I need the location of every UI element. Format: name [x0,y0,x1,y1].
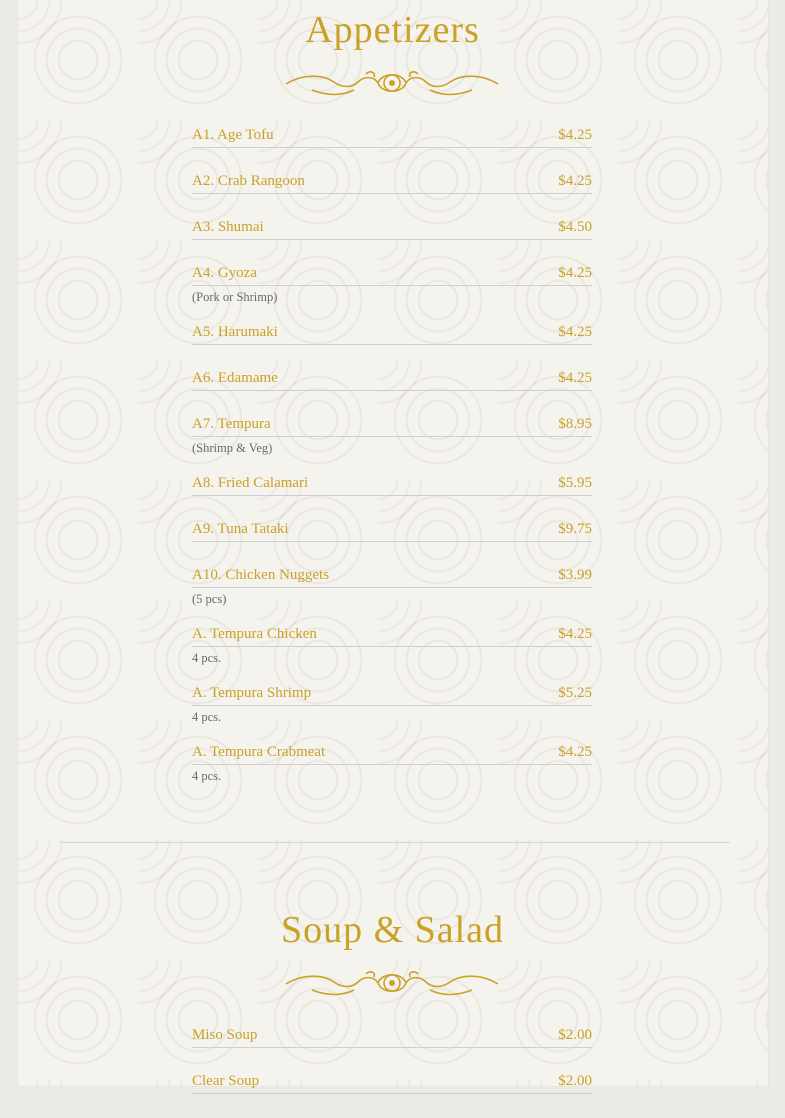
menu-item-name: A3. Shumai [192,219,264,235]
menu-item [192,625,592,665]
menu-item-price: $4.25 [558,626,592,642]
menu-item-name: A8. Fried Calamari [192,475,309,491]
menu-item-price: $4.25 [558,744,592,760]
menu-item-note: (5 pcs) [192,592,227,606]
menu-item-row [192,625,592,647]
menu-item [192,369,592,391]
menu-item-price: $2.00 [558,1027,592,1043]
menu-item-name: A6. Edamame [192,370,278,386]
menu-item-price: $4.25 [558,173,592,189]
menu-item [192,415,592,455]
menu-item-price: $4.25 [558,324,592,340]
menu-item-name: A. Tempura Shrimp [192,685,312,701]
menu-item-note: (Shrimp & Veg) [192,441,273,455]
menu-item-price: $8.95 [558,416,592,432]
menu-item [192,218,592,240]
menu-item-row [192,684,592,706]
menu-item-row [192,743,592,765]
menu-item-name: A. Tempura Chicken [192,626,317,642]
menu-item-row [192,566,592,588]
menu-item-note: 4 pcs. [192,710,222,724]
menu-item-name: A5. Harumaki [192,324,278,340]
menu-item-name: Clear Soup [192,1073,260,1089]
gold-flourish-divider-icon [282,66,502,100]
menu-item-price: $4.25 [558,370,592,386]
menu-item-row [192,218,592,240]
menu-item-note: 4 pcs. [192,651,222,665]
menu-item [192,684,592,724]
menu-item [192,474,592,496]
section-title-soup-salad: Soup & Salad [280,909,505,951]
menu-item-row [192,264,592,286]
appetizers-list [192,126,592,802]
menu-item-row [192,415,592,437]
menu-item-row [192,172,592,194]
menu-item [192,743,592,783]
menu-item-price: $5.95 [558,475,592,491]
menu-item-name: A7. Tempura [192,416,271,432]
menu-item [192,323,592,345]
menu-item-price: $2.00 [558,1073,592,1089]
menu-item-name: A. Tempura Crabmeat [192,744,326,760]
menu-item-row [192,126,592,148]
menu-item [192,1026,592,1048]
menu-item-name: A2. Crab Rangoon [192,173,305,189]
menu-item-name: Miso Soup [192,1027,258,1043]
section-title-appetizers: Appetizers [305,9,480,51]
soup-salad-list [192,1026,592,1118]
menu-item-name: A9. Tuna Tataki [192,521,289,537]
section-divider [60,842,730,843]
menu-item-price: $4.50 [558,219,592,235]
menu-item [192,1072,592,1094]
menu-item-row [192,369,592,391]
gold-flourish-divider-icon [282,966,502,1000]
menu-item-note: 4 pcs. [192,769,222,783]
menu-item-row [192,520,592,542]
menu-item-row [192,474,592,496]
menu-item-price: $9.75 [558,521,592,537]
menu-item-price: $4.25 [558,265,592,281]
menu-item [192,520,592,542]
menu-item-price: $5.25 [558,685,592,701]
menu-item-row [192,323,592,345]
menu-item-row [192,1026,592,1048]
menu-item-note: (Pork or Shrimp) [192,290,278,304]
menu-item [192,126,592,148]
menu-item [192,264,592,304]
menu-item [192,172,592,194]
menu-item-name: A10. Chicken Nuggets [192,567,330,583]
menu-item-row [192,1072,592,1094]
menu-item-price: $3.99 [558,567,592,583]
menu-item-name: A1. Age Tofu [192,127,274,143]
menu-item [192,566,592,606]
menu-item-price: $4.25 [558,127,592,143]
menu-item-name: A4. Gyoza [192,265,257,281]
